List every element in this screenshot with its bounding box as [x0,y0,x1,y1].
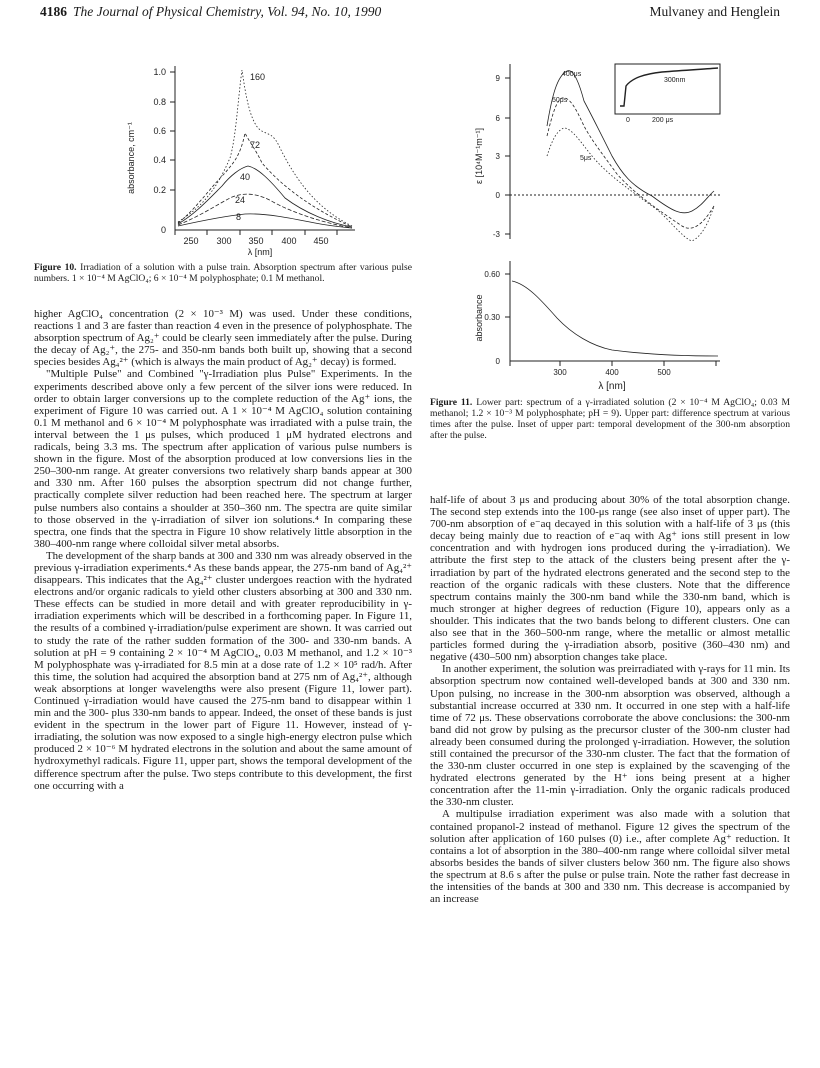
fig11-xtick: 500 [657,368,671,377]
fig11-lower-ytick: 0.60 [484,270,500,279]
fig10-curve-160 [178,70,352,226]
paragraph: "Multiple Pulse" and Combined "γ-Irradiation plus Pulse" Experiments. In the experiments described above only a few percent of the silver ions were reduced. In order to obtain larger conversions up to the complete reduction of the Ag⁺ ions, the experiment of Figure 10 was carried out. A 1 × 10⁻⁴ M AgClO₄ solution containing 0.1 M methanol and 6 × 10⁻⁴ M polyphosphate was irradiated with a pulse train, the interval between the 1 μs pulses, which produced 1 μM hydrated electrons and radicals, being 3.3 ms. The spectrum after application of various pulse numbers is shown in the figure. Most of the absorption produced at low conversions lies in the 250–300-nm range. At greater conversions two relatively sharp bands appear at 300 and 330 nm. After 160 pulses the absorption spectrum did not change further, practically complete silver reduction had been reached here. The spectrum at larger pulse numbers also contains a shoulder at 350–360 nm. The spectra are quite similar to those observed in the γ-irradiation of silver ion solutions.⁴ In comparing these spectra, one finds that the spectra in Figure 10 show relatively little absorption in the 380–400-nm range where colloidal silver metal absorbs. [34,368,412,550]
fig11-curve-50us [547,98,714,228]
fig10-curve-label: 72 [250,140,261,150]
fig10-curve-label: 160 [250,72,266,82]
figure-11-caption-text: Lower part: spectrum of a γ-irradiated solution (2 × 10⁻⁴ M AgClO₄; 0.03 M methanol; 1.2 × 10⁻³ M polyphosphate; pH = 9). Upper part: difference spectrum at various times after the pulse. Inset of upper part: temporal development of the 300-nm absorption after the pulse. [430,397,790,441]
fig10-curve-label: 8 [236,212,242,222]
fig11-inset-trace [620,68,718,106]
fig10-xtick: 450 [313,236,329,246]
figure-11 [452,56,732,394]
fig10-curve-label: 40 [240,172,251,182]
fig11-curve-label: 50μs [552,97,568,104]
fig10-ytick: 0.4 [153,155,166,165]
fig11-upper-ytick: 6 [495,114,500,123]
body-right-column [430,494,790,905]
page-number: 4186 [40,4,67,19]
fig10-curve-8 [178,214,352,228]
figure-10-caption-label: Figure 10. [34,262,77,273]
figure-10-caption-text: Irradiation of a solution with a pulse train. Absorption spectrum after various pulse numbers. 1 × 10⁻⁴ M AgClO₄; 6 × 10⁻⁴ M polyphosphate; 0.1 M methanol. [34,262,412,284]
figure-10-caption [34,262,412,284]
fig11-curve-label: 400μs [562,71,582,78]
fig10-curve-label: 24 [235,195,246,205]
fig11-inset-xlabel: 200 μs [652,117,674,124]
fig11-xtick: 300 [553,368,567,377]
fig10-ytick: 1.0 [153,67,166,77]
fig10-ylabel: absorbance, cm⁻¹ [126,122,136,194]
fig11-inset-label: 300nm [664,77,686,84]
paragraph: A multipulse irradiation experiment was also made with a solution that contained propanol-2 instead of methanol. Figure 12 gives the spectrum of the solution after application of 160 pulses (0) i.e., after complete Ag⁺ reduction. It contains a lot of absorption in the 380–400-nm range where colloidal silver metal absorbs besides the bands of silver clusters below 360 nm. The figure also shows the spectrum at 8.6 s after the pulse or pulse train. Note the rather fast decrease in the intensities of the bands at 300 and 330 nm. This decrease is accompanied by an increase [430,808,790,906]
fig11-xlabel: λ [nm] [598,381,626,392]
figure-11-caption-label: Figure 11. [430,397,473,408]
fig10-xtick: 400 [281,236,297,246]
fig11-lower-spectrum [512,281,718,356]
running-header [40,4,780,26]
fig10-curve-24 [178,194,352,228]
figure-11-caption [430,397,790,441]
paragraph: higher AgClO₄ concentration (2 × 10⁻³ M) was used. Under these conditions, reactions 1 and 3 are faster than reaction 4 even in the presence of polyphosphate. The absorption spectrum of Ag₂⁺ could be clearly seen immediately after the pulse. During the decay of Ag₂⁺, the 275- and 350-nm bands both built up, showing that a second species besides Ag₄²⁺ (which is always the main product of Ag₂⁺ decay) is formed. [34,308,412,369]
fig11-curve-label: 5μs [580,155,592,162]
fig11-lower-ytick: 0 [495,357,500,366]
fig10-curve-72 [178,133,352,227]
fig11-upper-ytick: 0 [495,191,500,200]
fig10-xtick: 300 [216,236,232,246]
fig11-upper-ytick: 3 [495,152,500,161]
fig10-ytick: 0.2 [153,185,166,195]
fig11-lower-ylabel: absorbance [474,294,484,342]
fig11-upper-ytick: -3 [492,230,500,239]
paragraph: In another experiment, the solution was preirradiated with γ-rays for 11 min. Its absorption spectrum now contained well-developed bands at 300 and 330 nm. Upon pulsing, no increase in the 300-nm absorption was observed, although a substantial increase occurred at 330 nm. It occurred in one step with a half-life time of 72 μs. These observations corroborate the above conclusions: the 300-nm band did not grow by pulsing as the precursor cluster of the 300-nm cluster had already been consumed during the prolonged γ-irradiation. However, the solution still contained the precursor of the 330-nm cluster. The fact that the formation of the 330-nm cluster occurred in one step is explained by the scavenging of the hydrated electrons generated by the H⁺ ions being present at a higher concentration after the 11-min γ-irradiation. Only the organic radicals produced the 330-nm cluster. [430,663,790,809]
fig10-xtick: 250 [183,236,199,246]
authors: Mulvaney and Henglein [649,4,780,19]
fig10-xlabel: λ [nm] [247,247,273,257]
fig11-upper-ylabel: ε [10⁴M⁻¹m⁻¹] [474,128,484,184]
fig11-curve-5us [547,128,714,241]
fig10-ytick: 0.8 [153,97,166,107]
paragraph: half-life of about 3 μs and producing about 30% of the total absorption change. The second step extends into the 100-μs range (see also inset of upper part). The 700-nm absorption of e⁻aq decayed in this solution with a half-life of 3 μs (this decay being mainly due to reaction of e⁻aq with Ag⁺ ions still present in low concentration and with hydrogen ions produced during the γ-irradiation). We attribute the first step to the attack of the clusters being present after the γ-irradiation by part of the hydrated electrons generated and the second step to the reaction of the organic radicals with these clusters. Note that the difference spectrum contains mainly the 300-nm band while the 330-nm band, which is much stronger at higher degrees of reduction (Figure 10), appears only as a shoulder. This indicates that the two bands belong to different clusters. One can also see that in the 360–500-nm range, where the metallic or almost metallic particles formed during the γ-irradiation absorb, positive (360–430 nm) and negative (430–500 nm) absorption changes take place. [430,494,790,664]
fig11-inset-zero: 0 [626,117,630,124]
fig11-curve-400us [547,71,714,213]
fig10-ytick: 0.6 [153,126,166,136]
fig10-xtick: 350 [248,236,264,246]
body-left-column [34,308,412,792]
figure-10 [90,58,370,258]
fig11-xtick: 400 [605,368,619,377]
fig11-lower-ytick: 0.30 [484,313,500,322]
fig11-upper-ytick: 9 [495,74,500,83]
fig10-ytick: 0 [160,225,166,235]
journal-title: The Journal of Physical Chemistry, Vol. 94, No. 10, 1990 [73,4,382,19]
paragraph: The development of the sharp bands at 300 and 330 nm was already observed in the previous γ-irradiation experiments.⁴ As these bands appear, the 275-nm band of Ag₄²⁺ disappears. This indicates that the Ag₄²⁺ cluster undergoes reaction with the hydrated electrons and/or organic radicals to yield other clusters absorbing at 300 and 330 nm. These effects can be studied in more detail and with greater reproducibility in γ-irradiation experiments which will be described in a forthcoming paper. In Figure 11, the results of a combined γ-irradiation/pulse experiment are shown. It was carried out to study the rate of the rather sudden formation of the 300- and 330-nm bands. A solution at pH = 9 containing 2 × 10⁻⁴ M AgClO₄, 0.03 M methanol, and 1.2 × 10⁻³ M polyphosphate was γ-irradiated for 8.5 min at a dose rate of 1.2 × 10⁵ rad/h. After this time, the solution had acquired the absorption band at 275 nm of Ag₄²⁺, although weak absorptions at longer wavelengths were also present (Figure 11, lower part). Continued γ-irradiation would have caused the 275-nm band to disappear within 1 min and the 300- plus 330-nm bands to appear. Indeed, the onset of these bands is just evident in the spectrum in the lower part of Figure 11. However, instead of γ-irradiating, the solution was now exposed to a single high-energy electron pulse which produced 2 × 10⁻⁶ M hydrated electrons in the solution and about the same amount of hydroxymethyl radicals. Figure 11, upper part, shows the temporal development of the difference spectrum after the pulse. Two steps contribute to this development, the first one occurring with a [34,549,412,792]
